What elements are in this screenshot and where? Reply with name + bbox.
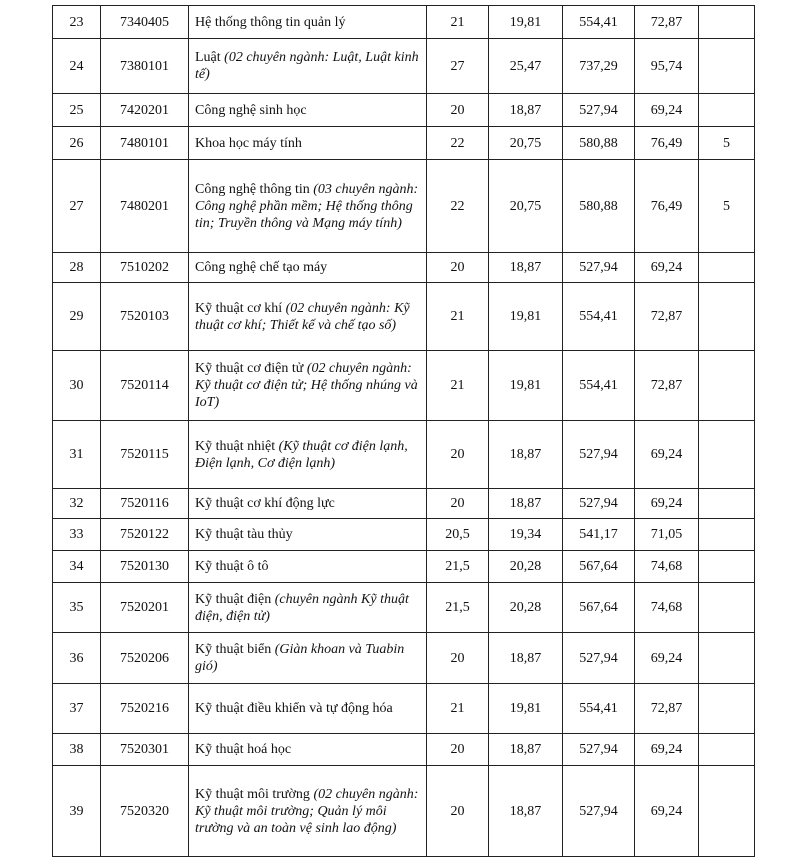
row-index: 28 xyxy=(53,253,101,283)
program-code: 7520206 xyxy=(101,633,189,684)
extra-cell xyxy=(699,39,755,94)
program-code: 7340405 xyxy=(101,6,189,39)
score-cell: 527,94 xyxy=(563,489,635,519)
program-name xyxy=(189,127,427,160)
row-index: 36 xyxy=(53,633,101,684)
extra-cell xyxy=(699,551,755,583)
score-cell: 527,94 xyxy=(563,734,635,766)
row-index: 23 xyxy=(53,6,101,39)
score-cell: 18,87 xyxy=(489,734,563,766)
program-name xyxy=(189,6,427,39)
table-row xyxy=(53,351,755,421)
program-name xyxy=(189,253,427,283)
program-code: 7520216 xyxy=(101,684,189,734)
score-cell: 69,24 xyxy=(635,421,699,489)
score-cell: 21 xyxy=(427,283,489,351)
program-name xyxy=(189,734,427,766)
program-name xyxy=(189,519,427,551)
extra-cell xyxy=(699,421,755,489)
score-cell: 69,24 xyxy=(635,489,699,519)
score-cell: 21 xyxy=(427,351,489,421)
extra-cell xyxy=(699,489,755,519)
score-cell: 19,81 xyxy=(489,351,563,421)
score-cell: 19,34 xyxy=(489,519,563,551)
row-index: 33 xyxy=(53,519,101,551)
program-title: Kỹ thuật cơ khí động lực xyxy=(195,496,335,511)
extra-cell xyxy=(699,734,755,766)
score-cell: 554,41 xyxy=(563,684,635,734)
score-cell: 20 xyxy=(427,253,489,283)
score-cell: 18,87 xyxy=(489,94,563,127)
score-cell: 554,41 xyxy=(563,351,635,421)
program-name xyxy=(189,283,427,351)
score-cell: 72,87 xyxy=(635,684,699,734)
score-cell: 567,64 xyxy=(563,583,635,633)
table-row xyxy=(53,160,755,253)
score-cell: 554,41 xyxy=(563,6,635,39)
score-cell: 580,88 xyxy=(563,127,635,160)
program-name xyxy=(189,94,427,127)
program-note: (02 chuyên ngành: Kỹ thuật cơ điện tử; Hệ thống nhúng và IoT) xyxy=(195,361,418,410)
program-title: Kỹ thuật tàu thủy xyxy=(195,527,293,542)
score-cell: 71,05 xyxy=(635,519,699,551)
program-title: Kỹ thuật cơ khí xyxy=(195,300,286,316)
program-note: (02 chuyên ngành: Luật, Luật kinh tế) xyxy=(195,50,419,82)
extra-cell xyxy=(699,253,755,283)
program-code: 7510202 xyxy=(101,253,189,283)
admissions-table xyxy=(52,5,755,857)
score-cell: 18,87 xyxy=(489,766,563,857)
score-cell: 541,17 xyxy=(563,519,635,551)
program-title: Kỹ thuật môi trường xyxy=(195,786,314,802)
extra-cell xyxy=(699,583,755,633)
score-cell: 69,24 xyxy=(635,253,699,283)
program-code: 7520116 xyxy=(101,489,189,519)
score-cell: 527,94 xyxy=(563,766,635,857)
program-title: Công nghệ sinh học xyxy=(195,102,307,118)
score-cell: 580,88 xyxy=(563,160,635,253)
score-cell: 19,81 xyxy=(489,684,563,734)
extra-cell xyxy=(699,766,755,857)
score-cell: 69,24 xyxy=(635,94,699,127)
score-cell: 20 xyxy=(427,489,489,519)
program-code: 7520103 xyxy=(101,283,189,351)
program-note: (Giàn khoan và Tuabin gió) xyxy=(195,642,405,674)
table-row xyxy=(53,583,755,633)
score-cell: 20,75 xyxy=(489,127,563,160)
score-cell: 95,74 xyxy=(635,39,699,94)
table-row xyxy=(53,283,755,351)
score-cell: 19,81 xyxy=(489,6,563,39)
extra-cell xyxy=(699,351,755,421)
score-cell: 21 xyxy=(427,6,489,39)
program-title: Công nghệ thông tin xyxy=(195,181,314,197)
score-cell: 527,94 xyxy=(563,421,635,489)
program-title: Kỹ thuật hoá học xyxy=(195,742,292,757)
program-code: 7520115 xyxy=(101,421,189,489)
score-cell: 21 xyxy=(427,684,489,734)
score-cell: 18,87 xyxy=(489,489,563,519)
score-cell: 72,87 xyxy=(635,6,699,39)
extra-cell: 5 xyxy=(699,127,755,160)
score-cell: 527,94 xyxy=(563,633,635,684)
program-name xyxy=(189,421,427,489)
row-index: 25 xyxy=(53,94,101,127)
program-code: 7480101 xyxy=(101,127,189,160)
table-row xyxy=(53,519,755,551)
table-row xyxy=(53,127,755,160)
score-cell: 69,24 xyxy=(635,633,699,684)
table-row xyxy=(53,633,755,684)
score-cell: 74,68 xyxy=(635,551,699,583)
program-code: 7520122 xyxy=(101,519,189,551)
score-cell: 18,87 xyxy=(489,421,563,489)
score-cell: 737,29 xyxy=(563,39,635,94)
table-row xyxy=(53,39,755,94)
score-cell: 19,81 xyxy=(489,283,563,351)
row-index: 37 xyxy=(53,684,101,734)
table-row xyxy=(53,489,755,519)
score-cell: 20 xyxy=(427,766,489,857)
row-index: 35 xyxy=(53,583,101,633)
program-note: (03 chuyên ngành: Công nghệ phần mềm; Hệ thống thông tin; Truyền thông và Mạng máy tính) xyxy=(195,181,419,231)
table-row xyxy=(53,551,755,583)
program-code: 7520301 xyxy=(101,734,189,766)
row-index: 34 xyxy=(53,551,101,583)
program-title: Kỹ thuật cơ điện tử xyxy=(195,361,307,376)
score-cell: 76,49 xyxy=(635,160,699,253)
score-cell: 527,94 xyxy=(563,253,635,283)
table-row xyxy=(53,421,755,489)
program-title: Luật xyxy=(195,50,225,65)
score-cell: 76,49 xyxy=(635,127,699,160)
score-cell: 527,94 xyxy=(563,94,635,127)
extra-cell xyxy=(699,519,755,551)
score-cell: 74,68 xyxy=(635,583,699,633)
extra-cell xyxy=(699,633,755,684)
program-code: 7380101 xyxy=(101,39,189,94)
program-code: 7520201 xyxy=(101,583,189,633)
score-cell: 20 xyxy=(427,633,489,684)
table-row xyxy=(53,684,755,734)
table-row xyxy=(53,94,755,127)
extra-cell xyxy=(699,6,755,39)
program-name xyxy=(189,583,427,633)
score-cell: 567,64 xyxy=(563,551,635,583)
program-code: 7420201 xyxy=(101,94,189,127)
program-note: (chuyên ngành Kỹ thuật điện, điện tử) xyxy=(195,591,409,624)
score-cell: 72,87 xyxy=(635,283,699,351)
score-cell: 21,5 xyxy=(427,583,489,633)
program-title: Kỹ thuật điều khiển và tự động hóa xyxy=(195,701,393,716)
score-cell: 20,75 xyxy=(489,160,563,253)
row-index: 24 xyxy=(53,39,101,94)
score-cell: 20 xyxy=(427,94,489,127)
program-name xyxy=(189,39,427,94)
program-title: Kỹ thuật nhiệt xyxy=(195,438,279,454)
extra-cell xyxy=(699,94,755,127)
program-name xyxy=(189,684,427,734)
row-index: 38 xyxy=(53,734,101,766)
program-name xyxy=(189,351,427,421)
score-cell: 25,47 xyxy=(489,39,563,94)
score-cell: 18,87 xyxy=(489,633,563,684)
score-cell: 69,24 xyxy=(635,766,699,857)
row-index: 27 xyxy=(53,160,101,253)
program-code: 7480201 xyxy=(101,160,189,253)
row-index: 31 xyxy=(53,421,101,489)
program-name xyxy=(189,489,427,519)
score-cell: 69,24 xyxy=(635,734,699,766)
row-index: 26 xyxy=(53,127,101,160)
score-cell: 20 xyxy=(427,734,489,766)
row-index: 39 xyxy=(53,766,101,857)
score-cell: 21,5 xyxy=(427,551,489,583)
row-index: 32 xyxy=(53,489,101,519)
program-note: (02 chuyên ngành: Kỹ thuật môi trường; Quản lý môi trường và an toàn vệ sinh lao động) xyxy=(195,786,419,836)
score-cell: 18,87 xyxy=(489,253,563,283)
row-index: 29 xyxy=(53,283,101,351)
table-row xyxy=(53,6,755,39)
score-cell: 20,28 xyxy=(489,583,563,633)
score-cell: 22 xyxy=(427,160,489,253)
program-title: Công nghệ chế tạo máy xyxy=(195,260,328,275)
score-cell: 22 xyxy=(427,127,489,160)
program-title: Hệ thống thông tin quản lý xyxy=(195,14,346,30)
table-row xyxy=(53,734,755,766)
extra-cell xyxy=(699,283,755,351)
program-title: Kỹ thuật điện xyxy=(195,591,275,607)
extra-cell: 5 xyxy=(699,160,755,253)
extra-cell xyxy=(699,684,755,734)
program-title: Kỹ thuật biển xyxy=(195,642,275,657)
program-title: Khoa học máy tính xyxy=(195,135,302,151)
program-name xyxy=(189,551,427,583)
program-name xyxy=(189,766,427,857)
score-cell: 20,28 xyxy=(489,551,563,583)
score-cell: 20 xyxy=(427,421,489,489)
row-index: 30 xyxy=(53,351,101,421)
table-row xyxy=(53,253,755,283)
program-note: (Kỹ thuật cơ điện lạnh, Điện lạnh, Cơ điện lạnh) xyxy=(195,438,408,471)
program-name xyxy=(189,633,427,684)
program-code: 7520130 xyxy=(101,551,189,583)
table-row xyxy=(53,766,755,857)
program-note: (02 chuyên ngành: Kỹ thuật cơ khí; Thiết kế và chế tạo số) xyxy=(195,300,410,333)
program-code: 7520114 xyxy=(101,351,189,421)
program-name xyxy=(189,160,427,253)
score-cell: 554,41 xyxy=(563,283,635,351)
score-cell: 72,87 xyxy=(635,351,699,421)
program-title: Kỹ thuật ô tô xyxy=(195,559,269,574)
program-code: 7520320 xyxy=(101,766,189,857)
score-cell: 27 xyxy=(427,39,489,94)
score-cell: 20,5 xyxy=(427,519,489,551)
